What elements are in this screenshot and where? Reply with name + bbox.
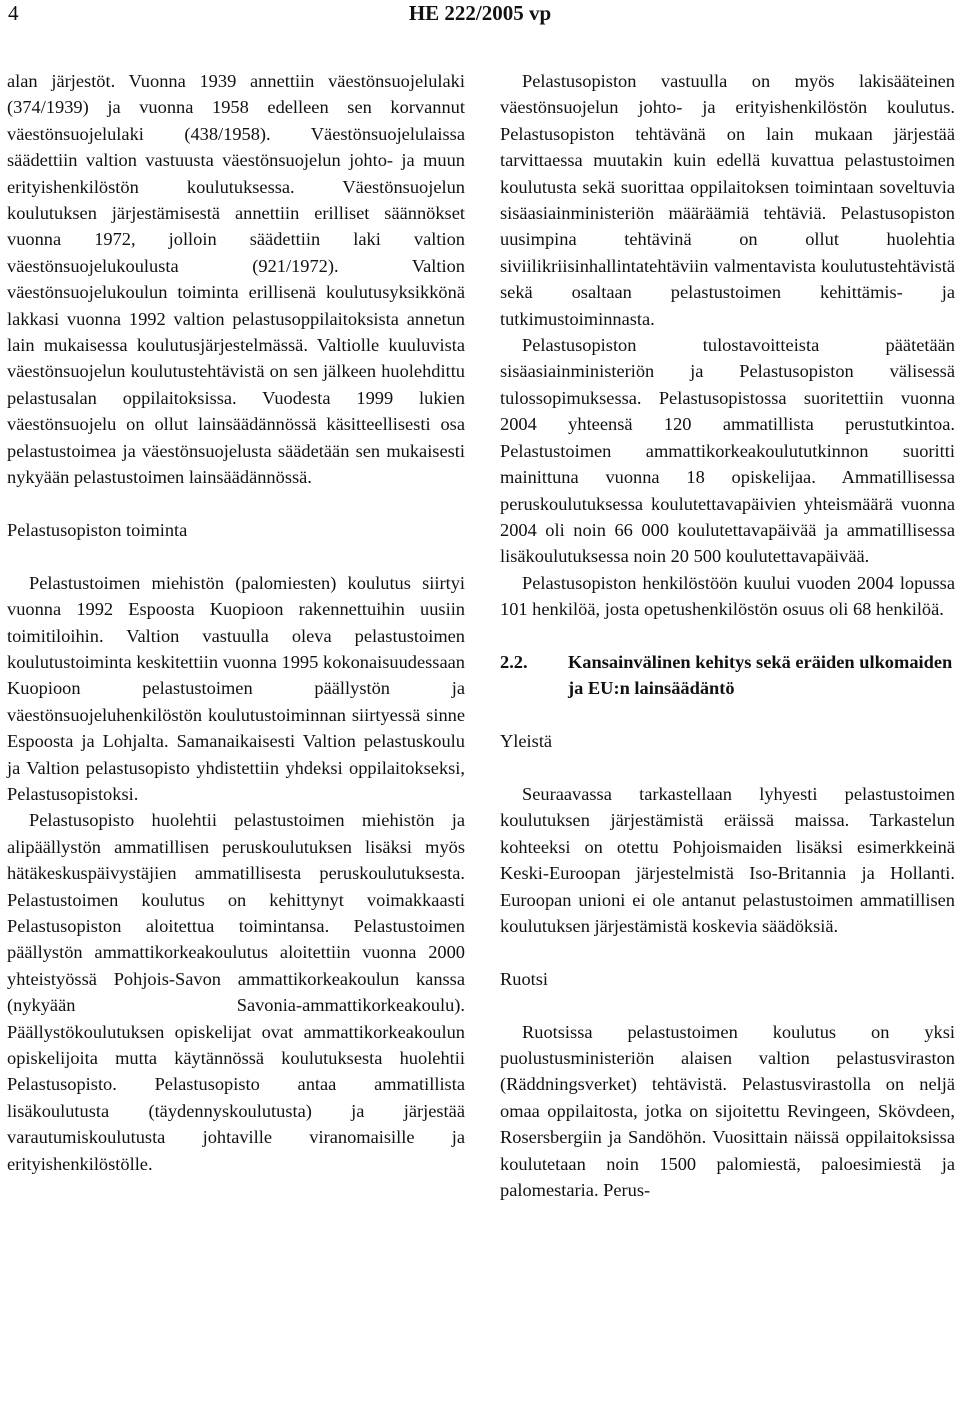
section-heading: Yleistä — [500, 731, 553, 752]
right-column — [500, 68, 955, 1203]
paragraph: Seuraavassa tarkastellaan lyhyesti pelastustoimen koulutuksen järjestämistä eräissä maissa. Tarkastelun kohteeksi on otettu Pohjoismaiden lisäksi esimerkkeinä Keski-Euroopan järjestelmistä Iso-Britannia ja Hollanti. Euroopan unioni ei ole antanut pelastustoimen ammatillisen koulutuksen järjestämistä koskevia säädöksiä. — [500, 783, 955, 936]
paragraph: Pelastusopiston vastuulla on myös lakisääteinen väestönsuojelun johto- ja erityishenkilöstön koulutus. Pelastusopiston tehtävänä on lain mukaan järjestää tarvittaessa muutakin kuin edellä kuvattua pelastustoimen koulutusta sekä suorittaa oppilaitoksen toimintaan soveltuvia sisäasiainministeriön määräämiä tehtäviä. Pelastusopiston uusimpina tehtävinä on ollut huolehtia siviilikriisinhallintatehtäviin valmentavista koulutustehtävistä sekä osaltaan pelastustoimen kehittämis- ja tutkimustoiminnasta. — [500, 71, 955, 329]
chapter-number: 2.2. — [500, 651, 528, 672]
paragraph: Pelastusopisto huolehtii pelastustoimen miehistön ja alipäällystön ammatillisen peruskoulutuksen lisäksi myös hätäkeskuspäivystäjien ammatillisesta peruskoulutuksesta. Pelastustoimen koulutus on kehittynyt voimakkaasti Pelastusopiston aloitettua toimintansa. Pelastustoimen päällystön ammattikorkeakoulutus aloitettiin vuonna 2000 yhteistyössä Pohjois-Savon ammattikorkeakoulun kanssa (nykyään Savonia-ammattikorkeakoulu). Päällystökoulutuksen opiskelijat ovat ammattikorkeakoulun opiskelijoita mutta käytännössä koulutuksesta huolehtii Pelastusopisto. Pelastusopisto antaa ammatillista lisäkoulutusta (täydennyskoulutusta) ja järjestää varautumiskoulutusta johtaville viranomaisille ja erityishenkilöstölle. — [7, 810, 465, 1174]
section-heading: Pelastusopiston toiminta — [7, 519, 188, 540]
paragraph: alan järjestöt. Vuonna 1939 annettiin väestönsuojelulaki (374/1939) ja vuonna 1958 edelleen sen korvannut väestönsuojelulaki (438/1958). Väestönsuojelulaissa säädettiin valtion vastuusta väestönsuojelun johto- ja muun erityishenkilöstön koulutuksessa. Väestönsuojelun koulutuksen järjestämisestä annettiin erilliset säännökset vuonna 1972, jolloin säädettiin laki valtion väestönsuojelukoulusta (921/1972). Valtion väestönsuojelukoulun toiminta erillisenä koulutusyksikkönä lakkasi vuonna 1992 valtion pelastusoppilaitoksista annetun lain mukaisessa koulutusjärjestelmässä. Valtiolle kuuluvista väestönsuojelun koulutustehtävistä on sen jälkeen huolehdittu pelastusalan oppilaitoksissa. Vuodesta 1999 lukien väestönsuojelu on ollut lainsäädännössä käsitteellisesti osa pelastustoimea ja väestönsuojelusta säädetään sen mukaisesti nykyään pelastustoimen lainsäädännössä. — [7, 71, 465, 488]
chapter-heading — [500, 649, 955, 702]
chapter-title: Kansainvälinen kehitys sekä eräiden ulkomaiden ja EU:n lainsäädäntö — [568, 651, 953, 699]
paragraph: Pelastusopiston henkilöstöön kuului vuoden 2004 lopussa 101 henkilöä, josta opetushenkilöstön osuus oli 68 henkilöä. — [500, 572, 955, 620]
paragraph: Pelastustoimen miehistön (palomiesten) koulutus siirtyi vuonna 1992 Espoosta Kuopioon rakennettuihin uusiin toimitiloihin. Valtion vastuulla oleva pelastustoimen koulutustoiminta keskitettiin vuonna 1995 kokonaisuudessaan Kuopioon pelastustoimen päällystön ja väestönsuojeluhenkilöstön koulutustoiminnan siirtyessä sinne Espoosta ja Lohjalta. Samanaikaisesti Valtion pelastuskoulu ja Valtion pelastusopisto yhdistettiin yhdeksi oppilaitokseksi, Pelastusopistoksi. — [7, 572, 465, 804]
paragraph: Ruotsissa pelastustoimen koulutus on yksi puolustusministeriön alaisen valtion pelastusviraston (Räddningsverket) tehtävistä. Pelastusvirastolla on neljä omaa oppilaitosta, jotka on sijoitettu Revingeen, Skövdeen, Rosersbergiin ja Sandöhön. Vuosittain näissä oppilaitoksissa koulutetaan noin 1500 palomiestä, paloesimiestä ja palomestaria. Perus- — [500, 1021, 955, 1200]
document-title: HE 222/2005 vp — [408, 1, 552, 25]
page-number: 4 — [8, 1, 19, 25]
section-heading: Ruotsi — [500, 968, 549, 989]
left-column — [7, 68, 465, 1177]
paragraph: Pelastusopiston tulostavoitteista päätetään sisäasiainministeriön ja Pelastusopiston välisessä tulossopimuksessa. Pelastusopistossa suoritettiin vuonna 2004 yhteensä 120 ammatillista perustutkintoa. Pelastustoimen ammattikorkeakoulututkinnon suoritti mainittuna vuonna 18 opiskelijaa. Ammatillisessa peruskoulutuksessa koulutettavapäivien yhteismäärä vuonna 2004 oli noin 66 000 koulutettavapäivää ja ammatillisessa lisäkoulutuksessa noin 20 500 koulutettavapäivää. — [500, 335, 955, 567]
